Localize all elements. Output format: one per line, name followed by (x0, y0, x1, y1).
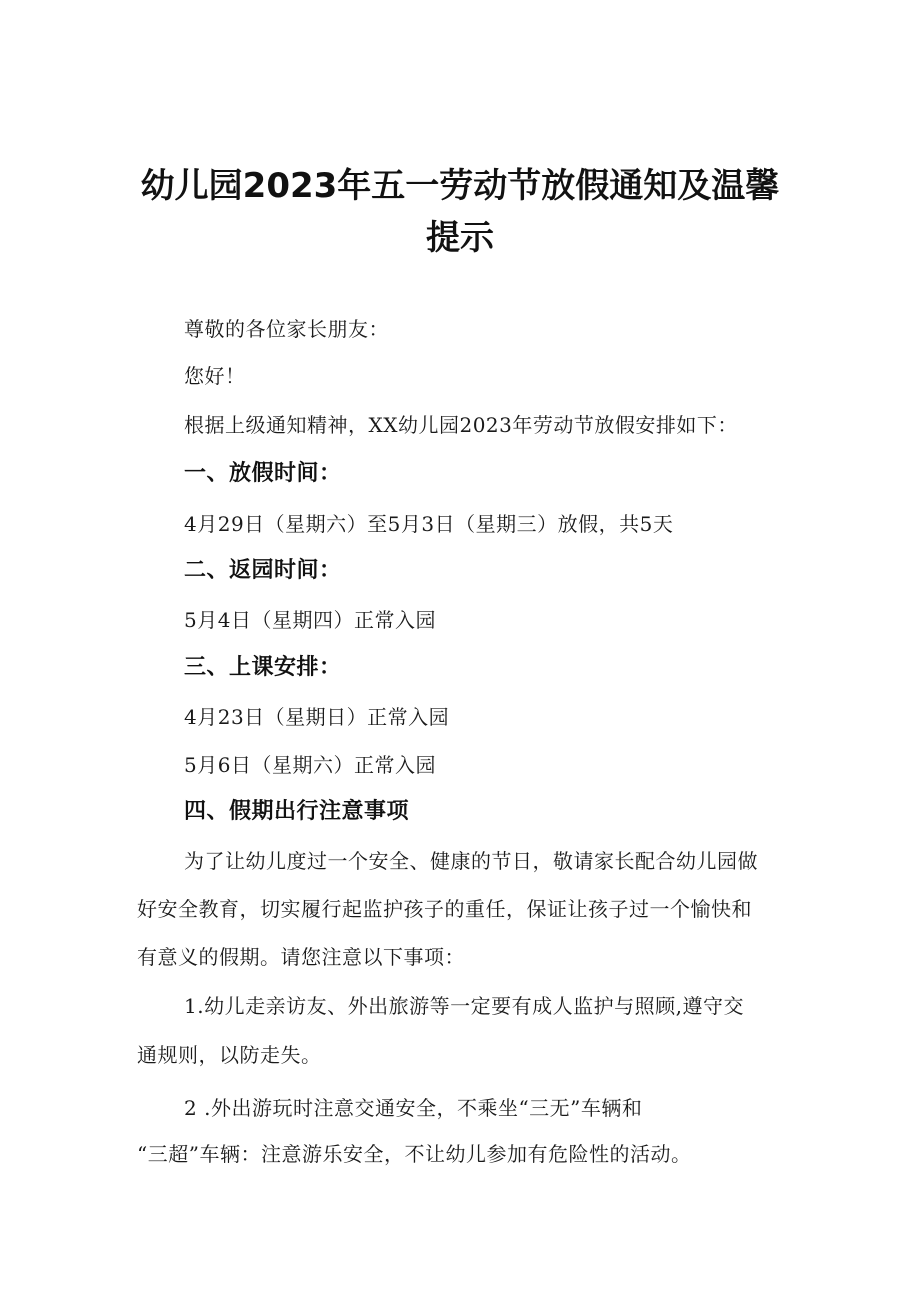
paragraph-line-2: 好安全教育，切实履行起监护孩子的重任，保证让孩子过一个愉快和 (137, 897, 752, 921)
item-1-line-1: 1.幼儿走亲访友、外出旅游等一定要有成人监护与照顾,遵守交 (184, 994, 744, 1018)
item-1-line-2: 通规则，以防走失。 (137, 1043, 322, 1067)
document-title-line-1: 幼儿园2023年五一劳动节放假通知及温馨 (140, 166, 780, 206)
class-schedule-text-1: 4月23日（星期日）正常入园 (184, 705, 450, 729)
return-time-text: 5月4日（星期四）正常入园 (184, 608, 436, 632)
class-schedule-text-2: 5月6日（星期六）正常入园 (184, 753, 436, 777)
section-heading-travel-notes: 四、假期出行注意事项 (184, 799, 410, 824)
intro-text: 根据上级通知精神，XX幼儿园2023年劳动节放假安排如下： (184, 413, 738, 437)
greeting: 您好！ (184, 364, 246, 388)
paragraph-line-1: 为了让幼儿度过一个安全、健康的节日，敬请家长配合幼儿园做 (184, 849, 758, 873)
section-heading-class-schedule: 三、上课安排： (184, 655, 342, 680)
holiday-time-text: 4月29日（星期六）至5月3日（星期三）放假，共5天 (184, 512, 674, 536)
item-2-line-2: “三超”车辆：注意游乐安全，不让幼儿参加有危险性的活动。 (137, 1142, 692, 1166)
document-title-line-2: 提示 (426, 218, 494, 258)
item-2-line-1: 2 .外出游玩时注意交通安全，不乘坐“三无”车辆和 (184, 1096, 643, 1120)
section-heading-holiday-time: 一、放假时间： (184, 461, 342, 486)
paragraph-line-3: 有意义的假期。请您注意以下事项： (137, 945, 465, 969)
salutation: 尊敬的各位家长朋友： (184, 317, 389, 341)
section-heading-return-time: 二、返园时间： (184, 558, 342, 583)
